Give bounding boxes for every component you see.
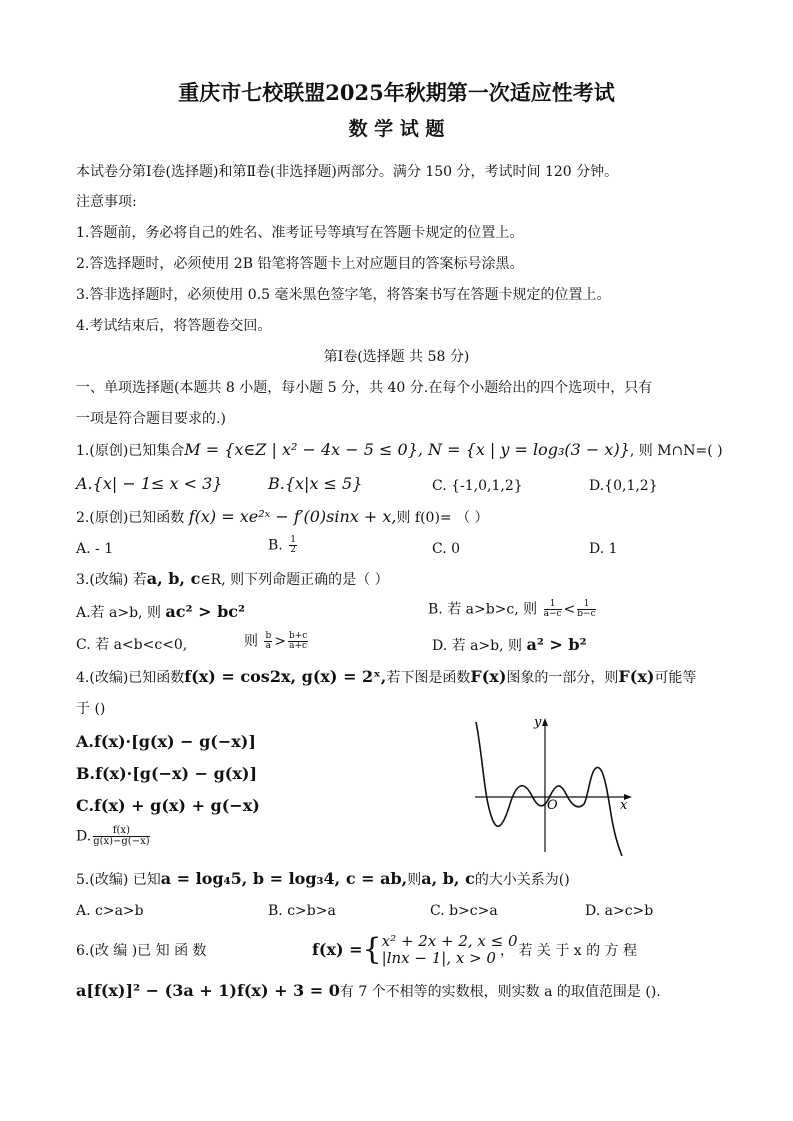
q6-suffix: ， 若 关 于 x 的 方 程 [500, 943, 638, 959]
page-subtitle: 数 学 试 题 [348, 118, 445, 140]
q3-c-fraction-1 [264, 632, 272, 651]
left-brace-icon: { [362, 932, 382, 967]
q6-line-2 [76, 982, 661, 1001]
q5-vars: a, b, c [421, 869, 475, 888]
q6-case-1: x² + 2x + 2, x ≤ 0 [381, 932, 518, 950]
q4-d-fraction [93, 826, 149, 847]
notice-item: 3.答非选择题时，必须使用 0.5 毫米黑色签字笔，将答案书写在答题卡规定的位置上。 [76, 287, 611, 303]
q2-option-d: D. 1 [589, 541, 618, 557]
q2-option-b-fraction [289, 536, 297, 555]
q3-c-then: 则 [244, 633, 258, 650]
graph-x-label: x [620, 798, 628, 813]
part1-heading-cont: 一项是符合题目要求的.) [76, 411, 226, 427]
q3-c-fraction-2 [288, 632, 308, 651]
q6-case-2: |lnx − 1|, x > 0 [381, 949, 496, 967]
q6-prefix: 6.(改 编 )已 知 函 数 [76, 943, 207, 959]
q6-line2-suffix: 有 7 个不相等的实数根，则实数 a 的取值范围是 (). [339, 984, 661, 1000]
question-3-stem [76, 570, 389, 589]
q1-option-d: D.{0,1,2} [589, 478, 658, 494]
q1-option-c: C. {-1,0,1,2} [432, 478, 523, 494]
fraction-numerator: 1 [544, 600, 562, 610]
question-4-stem [76, 668, 696, 687]
fraction-denominator: a [265, 641, 272, 651]
q3-option-a [76, 603, 245, 622]
q5-option-c: C. b>c>a [430, 903, 498, 919]
notice-item: 2.答选择题时，必须使用 2B 铅笔将答题卡上对应题目的答案标号涂黑。 [76, 256, 524, 272]
fraction-numerator: 1 [577, 600, 595, 610]
q3-option-c [76, 636, 187, 654]
q3-d-expr: a² > b² [526, 635, 587, 654]
q3-vars: a, b, c [146, 569, 201, 588]
q4-suffix: 图象的一部分，则 [506, 670, 619, 686]
fraction-numerator: 1 [290, 535, 296, 545]
fraction-numerator: b [265, 631, 272, 641]
q4-function-graph [470, 712, 640, 857]
q1-suffix: , 则 M∩N=( ) [629, 443, 723, 459]
q4-d-label: D. [76, 828, 92, 845]
q4-option-d [76, 826, 152, 847]
q3-b-prefix: B. 若 a>b>c, 则 [428, 601, 538, 618]
q3-a-expr: ac² > bc² [165, 602, 246, 621]
notice-item: 4.考试结束后，将答题卷交回。 [76, 318, 272, 334]
part1-heading: 一、单项选择题(本题共 8 小题，每小题 5 分，共 40 分.在每个小题给出的四个选项中，只有 [76, 380, 653, 396]
q3-c-prefix: C. 若 a<b<c<0, [76, 637, 188, 653]
q1-sets: M = {x∈Z | x² − 4x − 5 ≤ 0}, N = {x | y = log₃(3 − x)} [184, 440, 630, 459]
q5-option-b: B. c>b>a [268, 903, 336, 919]
q4-option-a: A.f(x)·[g(x) − g(−x)] [76, 732, 256, 751]
q5-mid: 则 [407, 872, 422, 888]
exam-title: 重庆市七校联盟2025年秋期第一次适应性考试 [178, 80, 615, 105]
q3-b-operator: < [563, 601, 576, 618]
notice-heading: 注意事项: [76, 194, 137, 210]
question-2-stem [76, 508, 489, 527]
q6-cases [382, 933, 518, 967]
q6-f: f(x) = [312, 940, 363, 959]
q4-expr: f(x) = cos2x, g(x) = 2ˣ, [184, 667, 387, 686]
q3-option-b [428, 600, 598, 619]
q4-end: 可能等 [654, 670, 697, 686]
fraction-denominator: g(x)−g(−x) [93, 836, 150, 847]
q2-option-c: C. 0 [432, 541, 461, 557]
question-5-stem [76, 870, 570, 889]
section-title: 第Ⅰ卷(选择题 共 58 分) [323, 349, 470, 365]
q1-option-a: A.{x| − 1≤ x < 3} [76, 474, 223, 493]
q3-prefix: 3.(改编) 若 [76, 572, 147, 588]
q3-c-operator: > [274, 633, 286, 650]
q2-option-b-label: B. [268, 537, 283, 554]
graph-y-label: y [534, 715, 542, 730]
q3-d-prefix: D. 若 a>b, 则 [432, 638, 523, 654]
q4-stem-cont: 于 () [76, 701, 106, 717]
q3-b-fraction-1 [544, 600, 562, 619]
q5-suffix: 的大小关系为() [474, 872, 570, 888]
q3-suffix: ∈R, 则下列命题正确的是（ ） [200, 572, 389, 588]
intro-text: 本试卷分第Ⅰ卷(选择题)和第Ⅱ卷(非选择题)两部分。满分 150 分，考试时间 120 分钟。 [76, 164, 619, 180]
q2-option-b [268, 536, 299, 555]
q4-option-b: B.f(x)·[g(−x) − g(x)] [76, 764, 258, 783]
graph-origin-label: O [547, 798, 558, 813]
q3-option-c-conclusion [244, 632, 310, 651]
q5-option-a: A. c>a>b [76, 903, 144, 919]
q4-prefix: 4.(改编)已知函数 [76, 670, 185, 686]
q4-mid: 若下图是函数 [386, 670, 471, 686]
fraction-numerator: b+c [288, 631, 308, 641]
q6-equation: a[f(x)]² − (3a + 1)f(x) + 3 = 0 [76, 981, 340, 1000]
q4-option-c: C.f(x) + g(x) + g(−x) [76, 796, 260, 815]
q2-prefix: 2.(原创)已知函数 [76, 510, 185, 526]
fraction-denominator: 2 [290, 545, 296, 555]
q5-prefix: 5.(改编) 已知 [76, 872, 161, 888]
fraction-numerator: f(x) [93, 826, 149, 837]
q2-suffix: 则 f(0)= （ ） [396, 510, 489, 526]
q6-piecewise [312, 928, 518, 972]
q4-F2: F(x) [618, 667, 655, 686]
q1-option-b: B.{x|x ≤ 5} [268, 474, 363, 493]
notice-item: 1.答题前，务必将自己的姓名、准考证号等填写在答题卡规定的位置上。 [76, 225, 524, 241]
q4-F: F(x) [470, 667, 507, 686]
q1-prefix: 1.(原创)已知集合 [76, 443, 185, 459]
fraction-denominator: a+c [289, 641, 308, 651]
q5-option-d: D. a>c>b [585, 903, 654, 919]
q3-b-fraction-2 [577, 600, 595, 619]
q3-a-prefix: A.若 a>b, 则 [76, 605, 161, 621]
fraction-denominator: b−c [577, 609, 596, 619]
q2-option-a: A. - 1 [76, 541, 114, 557]
q3-option-d [432, 636, 587, 655]
fraction-denominator: a−c [543, 609, 562, 619]
q2-expr: f(x) = xe²ˣ − f′(0)sinx + x, [188, 507, 397, 526]
q5-expr: a = log₄5, b = log₃4, c = ab, [160, 869, 408, 888]
question-1-stem [76, 441, 723, 460]
